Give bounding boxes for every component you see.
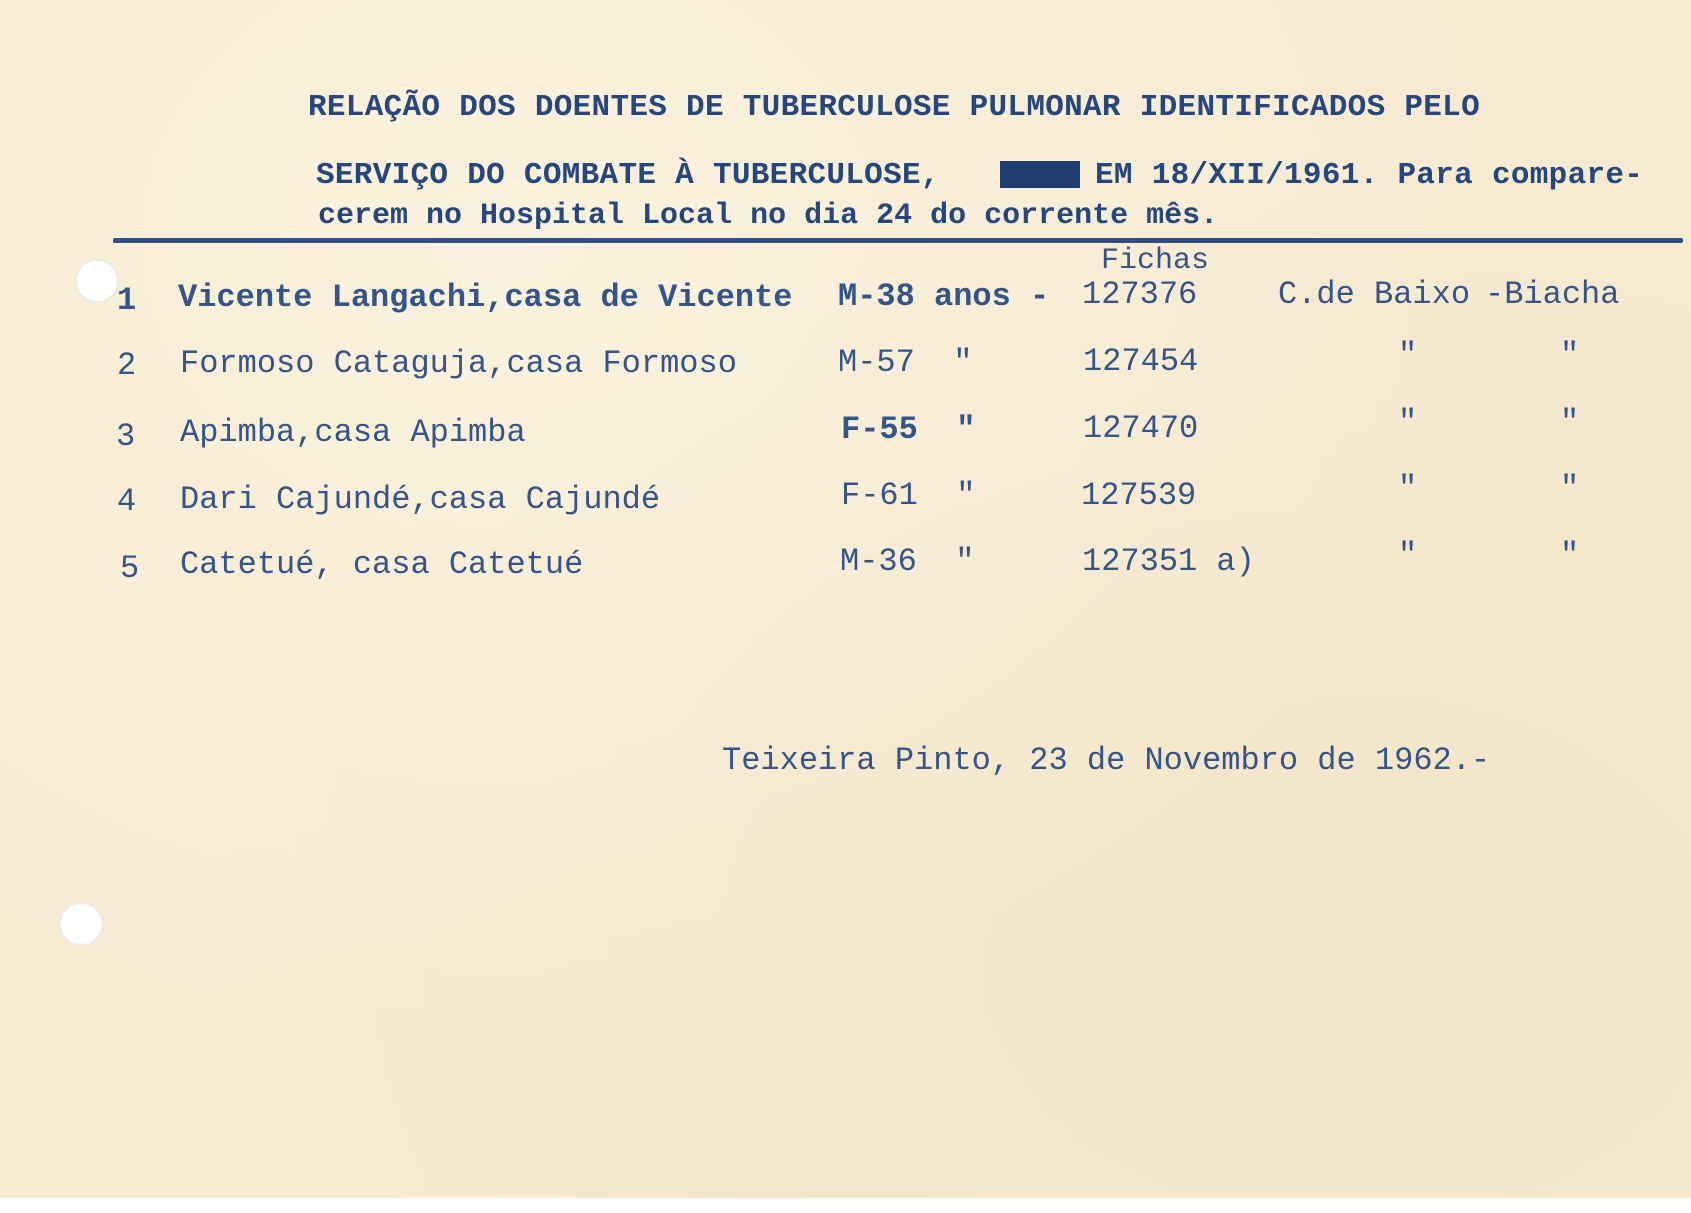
patient-name: Dari Cajundé,casa Cajundé (180, 481, 661, 518)
fichas-column-header: Fichas (1101, 244, 1210, 278)
header-line-2a: SERVIÇO DO COMBATE À TUBERCULOSE, (316, 158, 940, 193)
ficha-number: 127351 a) (1082, 543, 1255, 580)
row-number: 5 (120, 550, 140, 587)
ficha-number: 127539 (1081, 477, 1197, 514)
redaction-mark (1000, 161, 1080, 188)
patient-name: Apimba,casa Apimba (180, 414, 526, 451)
sex-age: M-57 " (838, 344, 973, 381)
row-number: 4 (117, 483, 137, 520)
sex-age: F-55 " (841, 411, 976, 448)
region: " (1560, 537, 1580, 574)
locality: " (1398, 470, 1418, 507)
punch-hole-bottom (59, 902, 103, 946)
locality: " (1398, 537, 1418, 574)
ficha-number: 127454 (1083, 343, 1199, 380)
locality: " (1398, 337, 1418, 374)
place-and-date: Teixeira Pinto, 23 de Novembro de 1962.- (722, 742, 1491, 779)
sex-age: M-36 " (840, 543, 975, 580)
region: " (1560, 337, 1580, 374)
region: " (1560, 470, 1580, 507)
header-divider (113, 238, 1683, 243)
header-line-1: RELAÇÃO DOS DOENTES DE TUBERCULOSE PULMONAR IDENTIFICADOS PELO (308, 90, 1480, 125)
locality: " (1398, 404, 1418, 441)
region: -Biacha (1485, 276, 1620, 313)
region: " (1560, 404, 1580, 441)
row-number: 3 (116, 418, 136, 455)
row-number: 1 (117, 282, 137, 319)
header-line-3: cerem no Hospital Local no dia 24 do corrente mês. (318, 199, 1219, 233)
ficha-number: 127470 (1083, 410, 1199, 447)
row-number: 2 (117, 347, 137, 384)
patient-name: Catetué, casa Catetué (180, 546, 584, 583)
header-line-2b: EM 18/XII/1961. Para compare- (1095, 158, 1644, 193)
patient-name: Formoso Cataguja,casa Formoso (180, 345, 737, 382)
locality: C.de Baixo (1278, 276, 1471, 313)
punch-hole-top (75, 259, 119, 303)
patient-name: Vicente Langachi,casa de Vicente (178, 279, 793, 316)
sex-age: M-38 anos - (838, 278, 1050, 315)
ficha-number: 127376 (1082, 276, 1198, 313)
sex-age: F-61 " (841, 477, 976, 514)
